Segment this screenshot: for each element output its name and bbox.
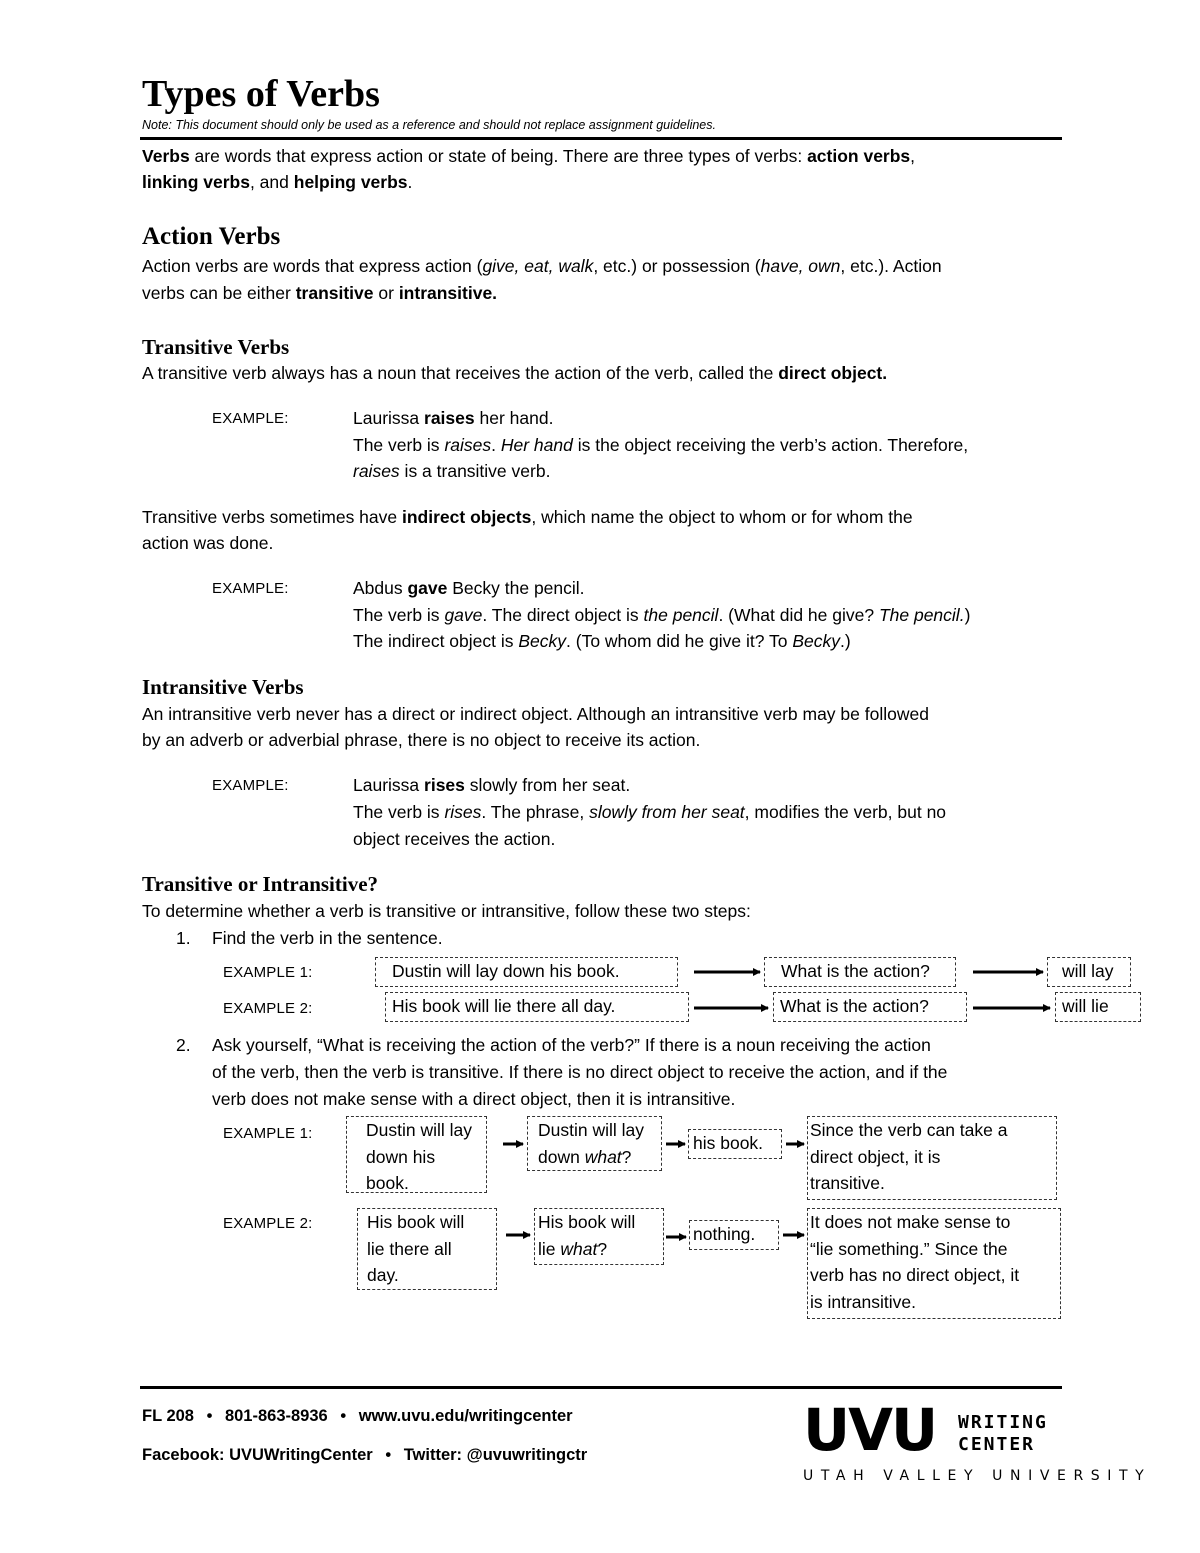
- step2-ex2-sentence-box: His book will lie there all day.: [357, 1208, 497, 1290]
- transitive-example-2-line-2: The verb is gave. The direct object is the pencil. (What did he give? The pencil.): [353, 605, 971, 625]
- transitive-example-2-line-3: The indirect object is Becky. (To whom did he give it? To Becky.): [353, 631, 851, 651]
- step2-ex2-question-box: His book will lie what?: [534, 1208, 664, 1265]
- step-2-line-2: of the verb, then the verb is transitive. If there is no direct object to receive the action, and if the: [212, 1062, 948, 1082]
- office-location: FL 208: [142, 1407, 194, 1425]
- logo-university-text: UTAH VALLEY UNIVERSITY: [803, 1468, 1152, 1484]
- twitter-link[interactable]: Twitter: @uvuwritingctr: [403, 1446, 588, 1464]
- phone-number: 801-863-8936: [224, 1407, 328, 1425]
- example-label: EXAMPLE:: [212, 580, 289, 597]
- website-link[interactable]: www.uvu.edu/writingcenter: [358, 1407, 573, 1425]
- transitive-p2-line-1: Transitive verbs sometimes have indirect objects, which name the object to whom or for whom the: [142, 507, 913, 527]
- example-label: EXAMPLE:: [212, 410, 289, 427]
- footer-rule: [140, 1386, 1062, 1389]
- step2-ex2-conclusion-box: It does not make sense to “lie something.” Since the verb has no direct object, it is intransitive.: [807, 1208, 1061, 1319]
- logo-uvu-text: UVU: [803, 1396, 937, 1464]
- step2-ex1-question-box: Dustin will lay down what?: [527, 1116, 662, 1171]
- intransitive-example-line-3: object receives the action.: [353, 829, 556, 849]
- intransitive-example-line-1: Laurissa rises slowly from her seat.: [353, 775, 631, 795]
- tori-intro: To determine whether a verb is transitive or intransitive, follow these two steps:: [142, 901, 751, 921]
- example-1-label: EXAMPLE 1:: [223, 1125, 313, 1142]
- step1-ex1-answer-box: will lay: [1047, 957, 1131, 987]
- bullet-separator: •: [206, 1407, 213, 1425]
- page-title: Types of Verbs: [142, 73, 380, 115]
- intransitive-example-line-2: The verb is rises. The phrase, slowly from her seat, modifies the verb, but no: [353, 802, 947, 822]
- action-verbs-heading: Action Verbs: [142, 223, 281, 250]
- transitive-p2-line-2: action was done.: [142, 533, 274, 553]
- action-line-1: Action verbs are words that express action (give, eat, walk, etc.) or possession (have, own, etc.). Action: [142, 256, 942, 276]
- bullet-separator: •: [385, 1446, 392, 1464]
- transitive-line-1: A transitive verb always has a noun that receives the action of the verb, called the direct object.: [142, 363, 888, 383]
- step1-ex1-sentence-box: Dustin will lay down his book.: [375, 957, 678, 987]
- step2-ex1-sentence-box: Dustin will lay down his book.: [346, 1116, 487, 1193]
- step1-ex1-question-box: What is the action?: [764, 957, 956, 987]
- step-1-text: Find the verb in the sentence.: [212, 928, 443, 948]
- step2-ex1-object-box: his book.: [688, 1129, 782, 1159]
- step1-ex2-answer-box: will lie: [1055, 992, 1141, 1022]
- example-2-label: EXAMPLE 2:: [223, 1215, 313, 1232]
- intro-line-1: Verbs are words that express action or state of being. There are three types of verbs: action verbs,: [142, 146, 916, 166]
- intransitive-heading: Intransitive Verbs: [142, 675, 304, 699]
- step2-ex1-conclusion-box: Since the verb can take a direct object, it is transitive.: [807, 1116, 1057, 1200]
- example-label: EXAMPLE:: [212, 777, 289, 794]
- intransitive-line-1: An intransitive verb never has a direct or indirect object. Although an intransitive verb may be followed: [142, 704, 929, 724]
- transitive-example-1-line-3: raises is a transitive verb.: [353, 461, 551, 481]
- step2-ex2-object-box: nothing.: [689, 1220, 779, 1250]
- logo-writing-text: WRITING: [958, 1412, 1048, 1433]
- facebook-link[interactable]: Facebook: UVUWritingCenter: [142, 1446, 373, 1464]
- note: Note: This document should only be used as a reference and should not replace assignment guidelines.: [142, 118, 716, 132]
- step-1-number: 1.: [176, 928, 191, 948]
- step-2-line-3: verb does not make sense with a direct object, then it is intransitive.: [212, 1089, 736, 1109]
- transitive-or-intransitive-heading: Transitive or Intransitive?: [142, 872, 379, 896]
- step-2-line-1: Ask yourself, “What is receiving the action of the verb?” If there is a noun receiving the action: [212, 1035, 931, 1055]
- action-line-2: verbs can be either transitive or intransitive.: [142, 283, 498, 303]
- intransitive-line-2: by an adverb or adverbial phrase, there is no object to receive its action.: [142, 730, 701, 750]
- intro-line-2: linking verbs, and helping verbs.: [142, 172, 413, 192]
- step1-ex2-question-box: What is the action?: [773, 992, 967, 1022]
- example-2-label: EXAMPLE 2:: [223, 1000, 313, 1017]
- transitive-heading: Transitive Verbs: [142, 335, 290, 359]
- footer-line-2: [142, 1446, 587, 1465]
- step1-ex2-sentence-box: His book will lie there all day.: [385, 992, 689, 1022]
- example-1-label: EXAMPLE 1:: [223, 964, 313, 981]
- logo-center-text: CENTER: [958, 1434, 1036, 1455]
- footer-line-1: [142, 1407, 573, 1426]
- transitive-example-1-line-1: Laurissa raises her hand.: [353, 408, 554, 428]
- step-2-number: 2.: [176, 1035, 191, 1055]
- bullet-separator: •: [340, 1407, 347, 1425]
- transitive-example-2-line-1: Abdus gave Becky the pencil.: [353, 578, 585, 598]
- transitive-example-1-line-2: The verb is raises. Her hand is the object receiving the verb’s action. Therefore,: [353, 435, 969, 455]
